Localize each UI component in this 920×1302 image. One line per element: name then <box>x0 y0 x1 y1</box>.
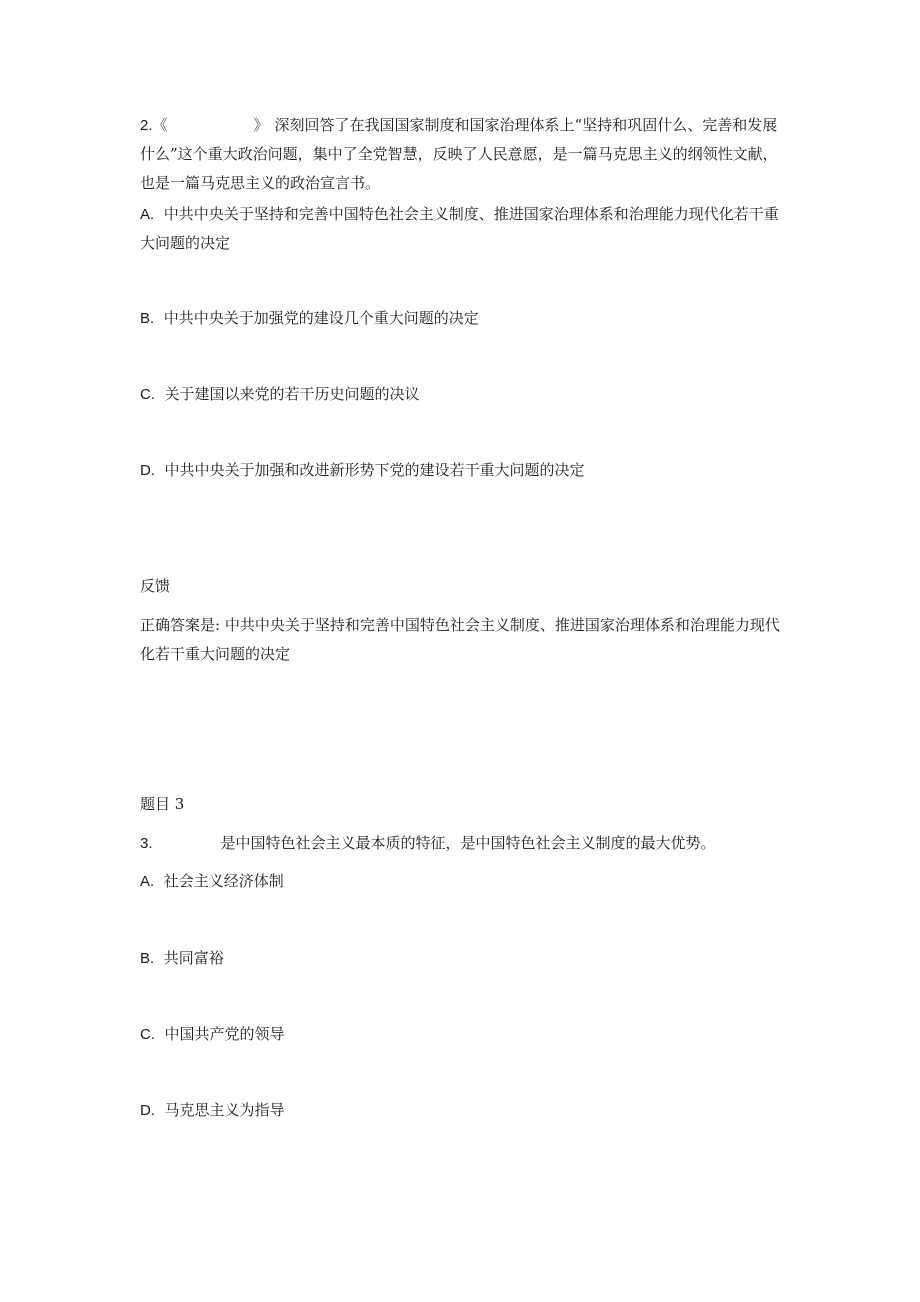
question-3-stem <box>140 829 790 858</box>
correct-answer-label: 正确答案是: <box>140 616 221 634</box>
question-3-option-a <box>140 867 790 896</box>
option-text: 中共中央关于加强和改进新形势下党的建设若干重大问题的决定 <box>164 461 585 479</box>
option-text: 关于建国以来党的若干历史问题的决议 <box>164 385 420 403</box>
option-text: 社会主义经济体制 <box>163 872 284 890</box>
question-3-option-c <box>140 1020 790 1049</box>
option-letter: B. <box>140 310 155 327</box>
option-text: 中国共产党的领导 <box>164 1025 285 1043</box>
question-3-option-b <box>140 944 790 973</box>
question-2-option-d <box>140 456 790 485</box>
option-text: 共同富裕 <box>163 949 224 967</box>
question-3-stem-text: 是中国特色社会主义最本质的特征，是中国特色社会主义制度的最大优势。 <box>220 834 716 852</box>
option-text: 中共中央关于坚持和完善中国特色社会主义制度、推进国家治理体系和治理能力现代化若干重大问题的决定 <box>140 205 779 252</box>
option-letter: C. <box>140 386 155 403</box>
correct-answer <box>140 611 790 669</box>
question-2-number: 2. <box>140 117 153 134</box>
option-letter: A. <box>140 873 155 890</box>
correct-answer-text: 中共中央关于坚持和完善中国特色社会主义制度、推进国家治理体系和治理能力现代化若干重大问题的决定 <box>140 616 780 663</box>
question-3-number: 3. <box>140 835 153 852</box>
question-2-open-bracket: 《 <box>152 116 168 134</box>
question-2-close-bracket: 》 <box>253 116 269 134</box>
question-3-option-d <box>140 1096 790 1125</box>
question-2-option-c <box>140 380 790 409</box>
option-letter: C. <box>140 1026 155 1043</box>
option-letter: A. <box>140 206 155 223</box>
question-2-stem <box>140 111 790 198</box>
question-3-title: 题目 3 <box>140 795 185 813</box>
option-text: 马克思主义为指导 <box>164 1101 285 1119</box>
option-text: 中共中央关于加强党的建设几个重大问题的决定 <box>163 309 479 327</box>
option-letter: D. <box>140 462 155 479</box>
question-2-stem-text: 深刻回答了在我国国家制度和国家治理体系上“坚持和巩固什么、完善和发展什么”这个重大政治问题，集中了全党智慧，反映了人民意愿，是一篇马克思主义的纲领性文献，也是一篇马克思主义的政治宣言书。 <box>140 116 778 192</box>
feedback-heading: 反馈 <box>140 577 171 595</box>
question-2-option-b <box>140 304 790 333</box>
option-letter: D. <box>140 1102 155 1119</box>
question-2-option-a <box>140 200 790 258</box>
option-letter: B. <box>140 950 155 967</box>
